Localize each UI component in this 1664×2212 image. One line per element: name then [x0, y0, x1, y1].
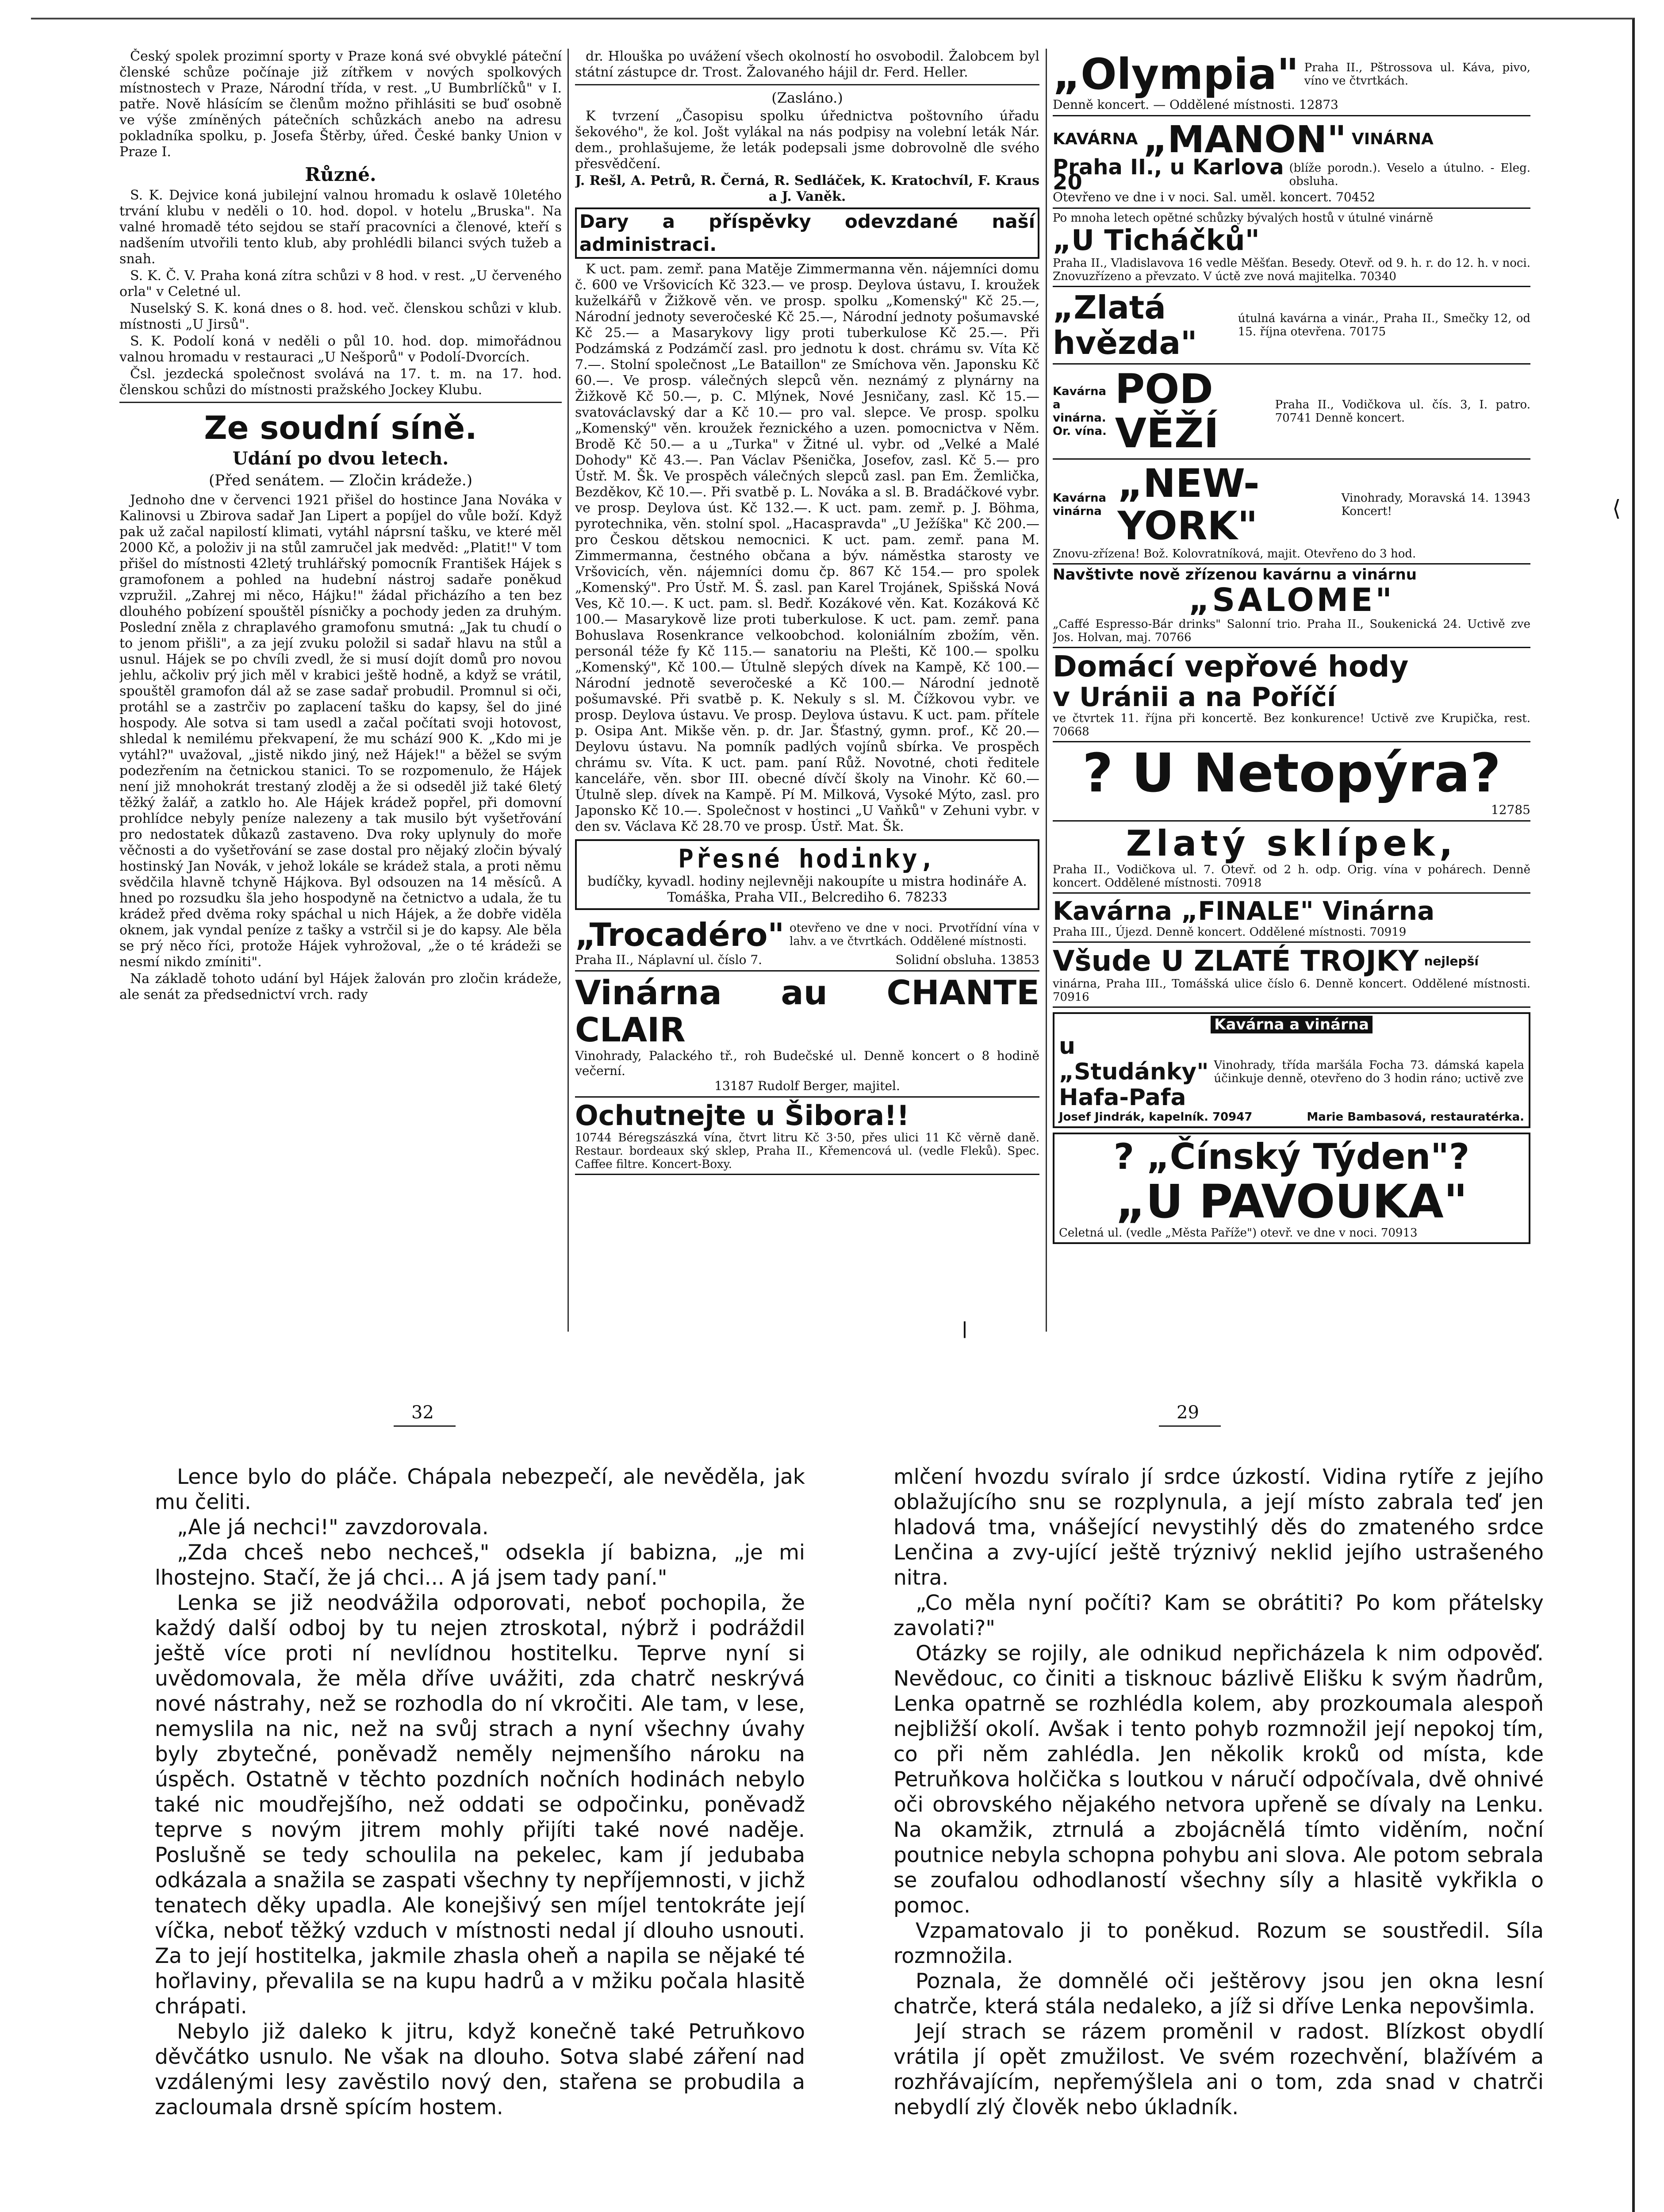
notice-podoli: S. K. Podolí koná v neděli o půl 10. hod. dop. mimořádnou valnou hromadu v restauraci „U Nešporů" v Podolí-Dvorcích.	[119, 334, 562, 365]
paragraph: mlčení hvozdu svíralo jí srdce úzkostí. Vidina rytíře z jejího oblažujícího snu se rozplynula, a její místo zabrala teď jen hladová tma, vnášející nevystihlý děs do zmateného srdce Lenčina a zvy-ující ještě trýznivý neklid jejího ustrašeného nitra.	[893, 1465, 1544, 1590]
ad-text: otevřeno ve dne v noci. Prvotřídní vína v lahv. a ve čtvrtkách. Oddělené místnosti.	[790, 922, 1039, 948]
court-report: Jednoho dne v červenci 1921 přišel do hostince Jana Nováka v Kalinovsi u Zbirova sadař Jan Lipert a popíjel do vůle boží. Když pak už začal napilostí klimati, vytáhl náprsní tašku, ve které měl 2000 Kč, a položiv ji na stůl zamručel jak medvěd: „Platit!" V tom přišel do místnosti 42letý truhlářský pomocník František Hájek s gramofonem a pohled na hudební nástroj sadaře poněkud vzpružil. „Zahrej mi něco, Hájku!" žádal přicházího a ten bez dlouhého pobízení spouštěl písničky a pochody jeden za druhým. Poslední zněla z chraplavého gramofonu smutná: „Jak tu chudí o to jenom přišli", a za její zvuku položil si sadař hlavu na stůl a usnul. Hájek se po chvíli zvedl, že si musí dojít domů pro novou jehlu, ačkoliv prý jich měl v krabici ještě hodně, a když se vrátil, spouštěl gramofon dál až se zase sadař probudil. Promnul si oči, protáhl se a zastrčiv po zaplacení tašku do kapsy, šel do jiné hospody. Ale sotva si tam usedl a začal počítati svoji hotovost, shledal k nemilému překvapení, že mu schází 900 K. „Kdo mi je vytáhl?" uvažoval, „jistě nikdo jiný, než Hájek!" a běžel se svým podezřením na četnickou stanici. To se rozpomenulo, že Hájek není již mnohokrát trestaný zloděj a že si odseděl již také 6letý těžký žalář, a zatklo ho. Ale Hájek krádež popřel, při domovní prohlídce nebyly peníze nalezeny a tak musilo být vyšetřování pro nedostatek důkazů zastaveno. Dva roky uplynuly do moře věčnosti a do vyšetřování se zase dostal pro nějaký zločin bývalý hostinský Jan Novák, v jehož lokále se krádež stala, a proti němu svědčila hlavně tchyně Hájkova. Byl odsouzen na 14 měsíců. A hned po rozsudku šla jeho hospodyně na četnictvo a udala, že tu krádež před dvěma roky spáchal u nich Hájek, a že dobře viděla oknem, jak vyndal peníze z tašky a vstrčil si je do kapsy. Ale běla se prý něco říci, protože Hájek vyhrožoval, „že o té krádeži se nesmí nikdo zmíniti".	[119, 492, 562, 970]
edge-mark: ⟨	[1612, 495, 1621, 521]
paragraph: „Co měla nyní počíti? Kam se obrátiti? Po kom přátelsky zavolati?"	[893, 1591, 1544, 1640]
ad-text: Praha II., Vladislavova 16 vedle Měšťan. Besedy. Otevř. od 9. h. r. do 12. h. v noci. Znovuzřízeno a převzato. V úctě zve nová majitelka. 70340	[1053, 257, 1530, 283]
court-report-end: Na základě tohoto udání byl Hájek žalován pro zločin krádeže, ale senát za předsednictví vrch. rady	[119, 971, 562, 1002]
ad-pre: Po mnoha letech opětné schůzky bývalých hostů v útulné vinárně	[1053, 211, 1434, 225]
zaslano-heading: (Zasláno.)	[771, 89, 843, 106]
paragraph: Otázky se rojily, ale odnikud nepřicházela k nim odpověď. Nevědouc, co činiti a tisknouc bázlivě Elišku k svým ňadrům, Lenka opatrně se rozhlédla kolem, aby prozkoumala alespoň nejbližší okolí. Avšak i tento pohyb rozmnožil její nepokoj tím, co při něm zahlédla. Jen několik kroků od místa, kde Petruňkova holčička s loutkou v náručí odpočívala, dvě ohnivé oči obrovského nějakého netvora upřeně se dívaly na Lenku. Na okamžik, ztrnulá a zbojácnělá tímto viděním, noční poutnice nebyla schopna pohybu ani slova. Ale potom sebrala se zoufalou odhodlaností všechny síly a hlasitě vykřikla o pomoc.	[893, 1641, 1544, 1918]
dary-text: K uct. pam. zemř. pana Matěje Zimmermanna věn. nájemníci domu č. 600 ve Vršovicích Kč 323.— ve prosp. Deylova ústavu, I. kroužek kuželkářů v Žižkově věn. ve prosp. spolku „Komenský" Kč 25.—, Národní jednoty severočeské Kč 25.—, Národní jednoty pošumavské Kč 25.— a Masarykovy ligy proti tuberkulose Kč 25.—. Při Podzámská z Podzámčí zasl. pro jednotu k dost. chrámu sv. Víta Kč 7.—. Stolní společnost „Le Bataillon" ze Smíchova věn. Japonsku Kč 60.—. Ve prosp. válečných slepců věn. neznámý z plynárny na Žižkově Kč 50.—, p. C. Mlýnek, Nové Jesničany, zasl. Kč 15.— svatováclavský dar a Kč 10.— pro val. slepce. Ve prosp. spolku „Komenský" věn. kroužek řeznického a uzen. pomocnictva v Něm. Brodě Kč 50.— a u „Turka" v Žitné ul. vybr. od „Velké a Malé Dohody" Kč 43.—. Pan Václav Pšenička, Josefov, zasl. Kč 5.— pro Ústř. M. Šk. Ve prospěch válečných slepců zasl. pan Em. Žemlička, Bezděkov, Kč 10.—. Při svatbě p. L. Nováka a sl. B. Bradáčkové vybr. ve prosp. Deylova úst. Kč 132.—. K uct. pam. zemř. p. J. Böhma, pyrotechnika, věn. stolní spol. „Hacaspravda" „U Ježíška" Kč 200.— pro Českou dětskou nemocnici. K uct. pam. zemř. pana M. Zimmermanna, čestného občana a býv. náměstka starosty ve Vršovicích, věn. nájemníci domu čp. 867 Kč 154.— pro spolek „Komenský". Pro Ústř. M. Š. zasl. pan Karel Trojánek, Spišská Nová Ves, Kč 10.—. K uct. pam. sl. Bedř. Kozákové věn. Kat. Kozáková Kč 100.— Masarykově lize proti tuberkulose. K uct. pam. zemř. pana Bohuslava Rosenkrance velkoobchod. koloniálním zbožím, věn. personál téže fy Kč 115.— sanatoriu na Plešti, Kč 100.— spolku „Komenský", Kč 100.— Útulně slepých dívek na Kampě, Kč 100.— Národní jednotě severočeské a Kč 100.— Národní jednotě pošumavské. Při svatbě p. K. Nekuly s sl. M. Čížkovou vybr. ve prosp. Deylova ústavu. Ve prosp. Deylova ústavu. K uct. pam. přítele p. Osipa Ant. Mikše věn. p. dr. Jar. Šťastný, gymn. prof., Kč 20.— Deylovu ústavu. Na pomník padlých vojínů sbírka. Ve prospěch chrámu sv. Víta. K uct. pam. paní Růž. Novotné, choti ředitele kanceláře, věn. sbor III. obecné dívčí školy na Vinohr. Kč 60.— Útulně slep. dívek na Kampě. Pí M. Milková, Vysoké Mýto, zasl. pro Japonsko Kč 10.—. Společnost v hostinci „U Vaňků" v Zehuni vybr. v den sv. Václava Kč 28.70 ve prosp. Ústř. Mat. Šk.	[575, 261, 1039, 834]
ad-text: Vinohrady, Palackého tř., roh Budečské ul. Denně koncert o 8 hodině večerní.	[575, 1048, 1039, 1078]
ad-olympia	[1053, 49, 1530, 116]
divider	[575, 84, 1039, 85]
ad-side: Praha II., Pštrossova ul. Káva, pivo, víno ve čtvrtkách.	[1304, 61, 1530, 88]
subheading-udani: Udání po dvou letech.	[232, 448, 449, 469]
ad-netopyra	[1053, 742, 1530, 822]
ad-text: „Caffé Espresso-Bár drinks" Salonní trio. Praha II., Soukenická 24. Uctivě zve Jos. Holvan, maj. 70766	[1053, 618, 1530, 644]
ad-sibor	[575, 1098, 1039, 1175]
ad-text: Celetná ul. (vedle „Města Paříže") otevř. ve dne v noci. 70913	[1059, 1226, 1418, 1240]
ad-zlate-trojky	[1053, 943, 1530, 1008]
ad-title: „SALOME"	[1189, 581, 1395, 618]
ad-title: Ochutnejte u Šibora!!	[575, 1099, 909, 1132]
ad-side: Vinohrady, Moravská 14. 13943 Koncert!	[1341, 492, 1530, 518]
ad-text: ve čtvrtek 11. října při koncertě. Bez konkurence! Uctivě zve Krupička, rest. 70668	[1053, 712, 1530, 738]
ad-text: budíčky, kyvadl. hodiny nejlevněji nakoupíte u mistra hodináře A. Tomáška, Praha VII., Belcrediho 6. 78233	[587, 874, 1027, 905]
ad-subtitle: v Uránii a na Poříčí	[1053, 682, 1336, 713]
paragraph: Poznala, že domnělé oči ještěrovy jsou jen okna lesní chatrče, která stála nedaleko, a jíž si dříve Lenka nepovšimla.	[893, 1969, 1544, 2019]
notice-jezdecka: Čsl. jezdecká společnost svolává na 17. t. m. na 17. hod. členskou schůzi do místnosti pražského Jockey Klubu.	[119, 366, 562, 398]
ad-title: „U Ticháčků"	[1053, 224, 1260, 257]
zaslano-signers: J. Rešl, A. Petrů, R. Černá, R. Sedláček, K. Kratochvíl, F. Kraus a J. Vaněk.	[575, 173, 1039, 204]
ad-title: ? „Čínský Týden"?	[1113, 1136, 1470, 1177]
sport-notice: Český spolek prozimní sporty v Praze koná své obvyklé páteční členské schůze počínaje již zítřkem v nových spolkových místnostech v Praze, Národní třída, v rest. „U Bumbrlíčků" v I. patře. Nově hlásícím se členům možno přihlásiti se buď osobně ve výše zmíněných pátečních schůzkách anebo na adresu pokladníka spolku, p. Josefa Štěrby, úřed. České banky Union v Praze I.	[119, 49, 562, 160]
ad-zlaty-sklipek	[1053, 822, 1530, 894]
ad-left: Kavárna a vinárna. Or. vína.	[1053, 385, 1107, 438]
page-number-left: 32	[411, 1402, 434, 1423]
ad-right: Marie Bambasová, restauratérka.	[1307, 1110, 1524, 1124]
ad-number: 12785	[1491, 803, 1530, 817]
ad-tichacku	[1053, 209, 1530, 287]
ad-pod-vezi	[1053, 365, 1530, 460]
ad-side: útulná kavárna a vinár., Praha II., Smečky 12, od 15. října otevřena. 70175	[1238, 312, 1530, 338]
ad-text: Praha II., Vodičkova ul. 7. Otevř. od 2 h. odp. Orig. vína v pohárech. Denně koncert. Oddělené místnosti. 70918	[1053, 863, 1530, 890]
notice-nusle: Nuselský S. K. koná dnes o 8. hod. več. členskou schůzi v klub. místnosti „U Jirsů".	[119, 301, 562, 332]
ad-side: (blíže porodn.). Veselo a útulno. - Eleg. obsluha.	[1289, 161, 1530, 188]
ad-studanky	[1053, 1012, 1530, 1128]
ad-title: POD VĚŽÍ	[1115, 365, 1219, 457]
ad-text: vinárna, Praha III., Tomášská ulice číslo 6. Denně koncert. Oddělené místnosti. 70916	[1053, 977, 1530, 1004]
court-report-continued: dr. Hlouška po uvážení všech okolností ho osvobodil. Žalobcem byl státní zástupce dr. Trost. Žalovaného hájil dr. Ferd. Heller.	[575, 49, 1039, 80]
ad-text: 10744 Béregszászká vína, čtvrt litru Kč 3·50, přes ulici 11 Kč věrně daně. Restaur. bordeaux ský sklep, Praha II., Křemencová ul. (vedle Fleků). Spec. Caffee filtre. Koncert-Boxy.	[575, 1131, 1039, 1171]
ad-title: ? U Netopýra?	[1082, 743, 1501, 804]
ad-text: Denně koncert. — Oddělené místnosti. 12873	[1053, 97, 1338, 112]
ad-manon	[1053, 116, 1530, 209]
ad-title: Přesné hodinky,	[678, 844, 936, 874]
book-page-left	[155, 1464, 805, 2120]
newspaper-column-2	[575, 49, 1039, 1376]
ad-side: Vinohrady, třída maršála Focha 73. dámská kapela účinkuje denně, otevřeno do 3 hodin ráno; uctivě zve	[1214, 1059, 1524, 1085]
ad-owner: 13187 Rudolf Berger, majitel.	[714, 1079, 900, 1093]
ad-chante-clair	[575, 972, 1039, 1098]
heading-soudni-sine: Ze soudní síně.	[204, 409, 477, 446]
ad-text: Znovu-zřízena! Bož. Kolovratníková, majit. Otevřeno do 3 hod.	[1053, 547, 1416, 561]
ad-title: Domácí vepřové hody	[1053, 649, 1409, 684]
ad-side: Praha II., Vodičkova ul. čís. 3, I. patro. 70741 Denně koncert.	[1275, 398, 1530, 425]
paragraph: Nebylo již daleko k jitru, když konečně také Petruňkovo děvčátko usnulo. Ne však na dlouho. Sotva slabé záření nad vzdálenými lesy zavěstilo nový den, stařena se probudila a zacloumala drsně spícím hostem.	[155, 2020, 805, 2120]
ad-title: „Trocadéro"	[575, 916, 785, 953]
column-rule	[1046, 49, 1047, 1332]
ad-left: KAVÁRNA	[1053, 130, 1138, 148]
ad-title: Všude U ZLATÉ TROJKY	[1053, 945, 1419, 978]
page-number-rule	[394, 1425, 456, 1427]
paragraph: „Zda chceš nebo nechceš," odsekla jí babizna, „je mi lhostejno. Stačí, že já chci... A já jsem tady paní."	[155, 1540, 805, 1590]
ad-title: Zlatý sklípek,	[1126, 823, 1457, 864]
ad-salome	[1053, 565, 1530, 648]
ad-title: u „Studánky" Hafa-Pafa	[1059, 1033, 1209, 1111]
ad-address: Praha II., u Karlova 20	[1053, 155, 1284, 195]
ad-finale	[1053, 894, 1530, 943]
ad-address: Praha II., Náplavní ul. číslo 7.	[575, 952, 763, 967]
ad-domaci-hody	[1053, 648, 1530, 742]
heading-ruzne: Různé.	[305, 164, 376, 185]
ad-trocadero	[575, 914, 1039, 972]
ad-title: „NEW-YORK"	[1117, 461, 1260, 549]
ad-zlata-hvezda	[1053, 287, 1530, 365]
edge-mark: ǀ	[962, 1318, 967, 1339]
ad-left: Kavárna vinárna	[1053, 492, 1107, 518]
book-page-right	[893, 1464, 1544, 2120]
paragraph: Lence bylo do pláče. Chápala nebezpečí, ale nevěděla, jak mu čeliti.	[155, 1465, 805, 1514]
newspaper-column-3-ads	[1053, 49, 1530, 1376]
ad-new-york	[1053, 460, 1530, 565]
ad-left: Josef Jindrák, kapelník. 70947	[1059, 1110, 1253, 1124]
ad-title: Kavárna „FINALE" Vinárna	[1053, 896, 1435, 926]
ad-pre: Navštivte nově zřízenou kavárnu a vinárnu	[1053, 566, 1417, 584]
ad-text: Praha III., Újezd. Denně koncert. Oddělené místnosti. 70919	[1053, 926, 1407, 939]
column-rule	[567, 49, 569, 1332]
ad-title: „Zlatá hvězda"	[1053, 289, 1197, 361]
notice-ckv: S. K. Č. V. Praha koná zítra schůzi v 8 hod. v rest. „U červeného orla" v Celetné ul.	[119, 268, 562, 300]
ad-title: „MANON"	[1143, 118, 1346, 161]
notice-dejvice: S. K. Dejvice koná jubilejní valnou hromadu k oslavě 10letého trvání klubu v neděli o 10. hod. dopol. v hotelu „Bruska". Na valné hromadě této sejdou se staří pracovníci a členové, kteří s nadšením utvořili tento klub, aby prohlédli bilanci svých tužeb a snah.	[119, 188, 562, 267]
ad-title: Vinárna au CHANTE CLAIR	[575, 973, 1039, 1049]
dary-heading: Dary a příspěvky odevzdané naší administraci.	[575, 207, 1039, 259]
zaslano-text: K tvrzení „Časopisu spolku úřednictva poštovního úřadu šekového", že kol. Jošt vylákal na nás podpisy na volební leták Nár. dem., prohlašujeme, že leták podepsali jsme dobrovolně dle svého přesvědčení.	[575, 108, 1039, 172]
subheading-senat: (Před senátem. — Zločin krádeže.)	[209, 472, 472, 489]
ad-u-pavouka	[1053, 1133, 1530, 1244]
ad-note: Solidní obsluha. 13853	[895, 952, 1039, 967]
newspaper-column-1	[119, 49, 562, 1376]
ad-text: Otevřeno ve dne i v noci. Sal. uměl. koncert. 70452	[1053, 190, 1376, 204]
paragraph: Lenka se již neodvážila odporovati, neboť pochopila, že každý další odboj by tu nejen ztroskotal, nýbrž i podráždil ještě více proti ní nevlídnou hostitelku. Teprve nyní si uvědomovala, že měla dříve uvážiti, zda chatrč neskrývá nové nástrahy, než se rozhodla do ní vkročiti. Ale tam, v lese, nemyslila na nic, než na svůj strach a nyní všechny úvahy byly zbytečné, poněvadž neměly nejmenšího nároku na úspěch. Ostatně v těchto pozdních nočních hodinách nebylo také nic moudřejšího, než oddati se odpočinku, poněvadž teprve s novým jitrem mohly přijíti také nové naděje. Poslušně se tedy schoulila na pekelec, kam jí jedubaba odkázala a snažila se zaspati všechny ty nepříjemnosti, v jichž tenatech děky upadla. Ale konejšivý sen míjel tentokráte její víčka, neboť těžký vzduch v místnosti nedal jí dlouho usnouti. Za to její hostitelka, jakmile zhasla oheň a napila se nějaké té hořlaviny, převalila se na kupu hadrů a v mžiku počala hlasitě chrápati.	[155, 1591, 805, 2019]
paragraph: Její strach se rázem proměnil v radost. Blízkost obydlí vrátila jí opět zmužilost. Ve svém rozechvění, blažívém a rozhřávajícím, nepřemýšlela ani o tom, zda snad v chatrči nebydlí zlý člověk nebo úkladník.	[893, 2020, 1544, 2120]
ad-head: Kavárna a vinárna	[1211, 1016, 1373, 1033]
page-number-rule	[1159, 1425, 1221, 1427]
ad-side: nejlepší	[1424, 954, 1479, 968]
paragraph: „Ale já nechci!" zavzdorovala.	[177, 1515, 489, 1540]
divider	[119, 402, 562, 403]
paragraph: Vzpamatovalo ji to poněkud. Rozum se soustředil. Síla rozmnožila.	[893, 1919, 1544, 1968]
ad-subtitle: „U PAVOUKA"	[1116, 1175, 1468, 1229]
ad-right: VINÁRNA	[1351, 130, 1434, 148]
ad-title: „Olympia"	[1053, 50, 1299, 99]
ad-presne-hodinky	[575, 839, 1039, 910]
page-number-right: 29	[1177, 1402, 1199, 1423]
